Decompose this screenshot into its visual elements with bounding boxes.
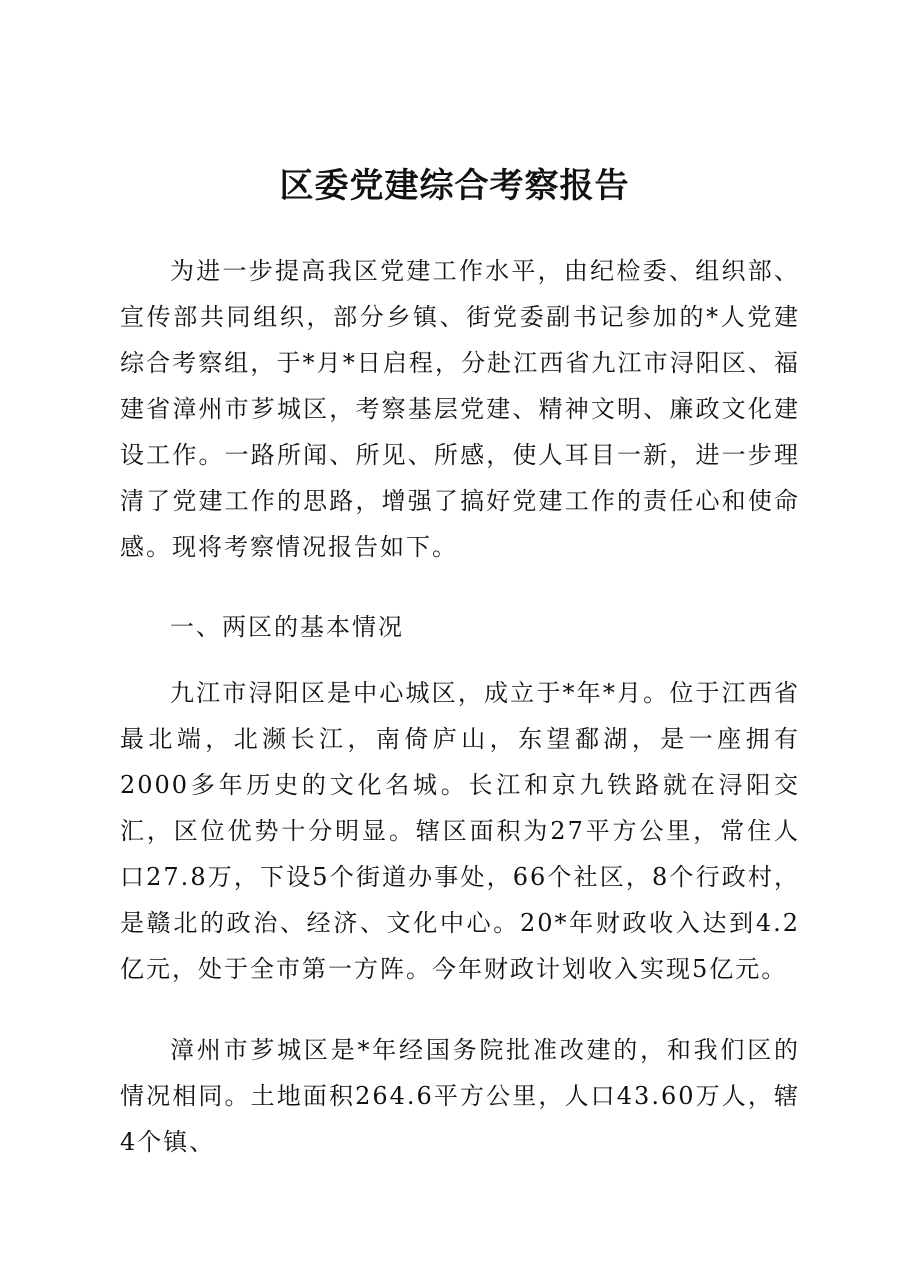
paragraph-xiangcheng: 漳州市芗城区是*年经国务院批准改建的，和我们区的情况相同。土地面积264.6平方公里，人口43.60万人，辖4个镇、 [120,1036,800,1156]
paragraph-xunyang: 九江市浔阳区是中心城区，成立于*年*月。位于江西省最北端，北濒长江，南倚庐山，东望鄱湖，是一座拥有2000多年历史的文化名城。长江和京九铁路就在浔阳交汇，区位优势十分明显。辖区面积为27平方公里，常住人口27.8万，下设5个街道办事处，66个社区，8个行政村，是赣北的政治、经济、文化中心。20*年财政收入达到4.2亿元，处于全市第一方阵。今年财政计划收入实现5亿元。 [120,679,800,983]
section-heading-basic-situation: 一、两区的基本情况 [170,613,404,641]
document-title: 区委党建综合考察报告 [279,166,630,206]
paragraph-intro: 为进一步提高我区党建工作水平，由纪检委、组织部、宣传部共同组织，部分乡镇、街党委副书记参加的*人党建综合考察组，于*月*日启程，分赴江西省九江市浔阳区、福建省漳州市芗城区，考察基层党建、精神文明、廉政文化建设工作。一路所闻、所见、所感，使人耳目一新，进一步理清了党建工作的思路，增强了搞好党建工作的责任心和使命感。现将考察情况报告如下。 [120,257,800,561]
